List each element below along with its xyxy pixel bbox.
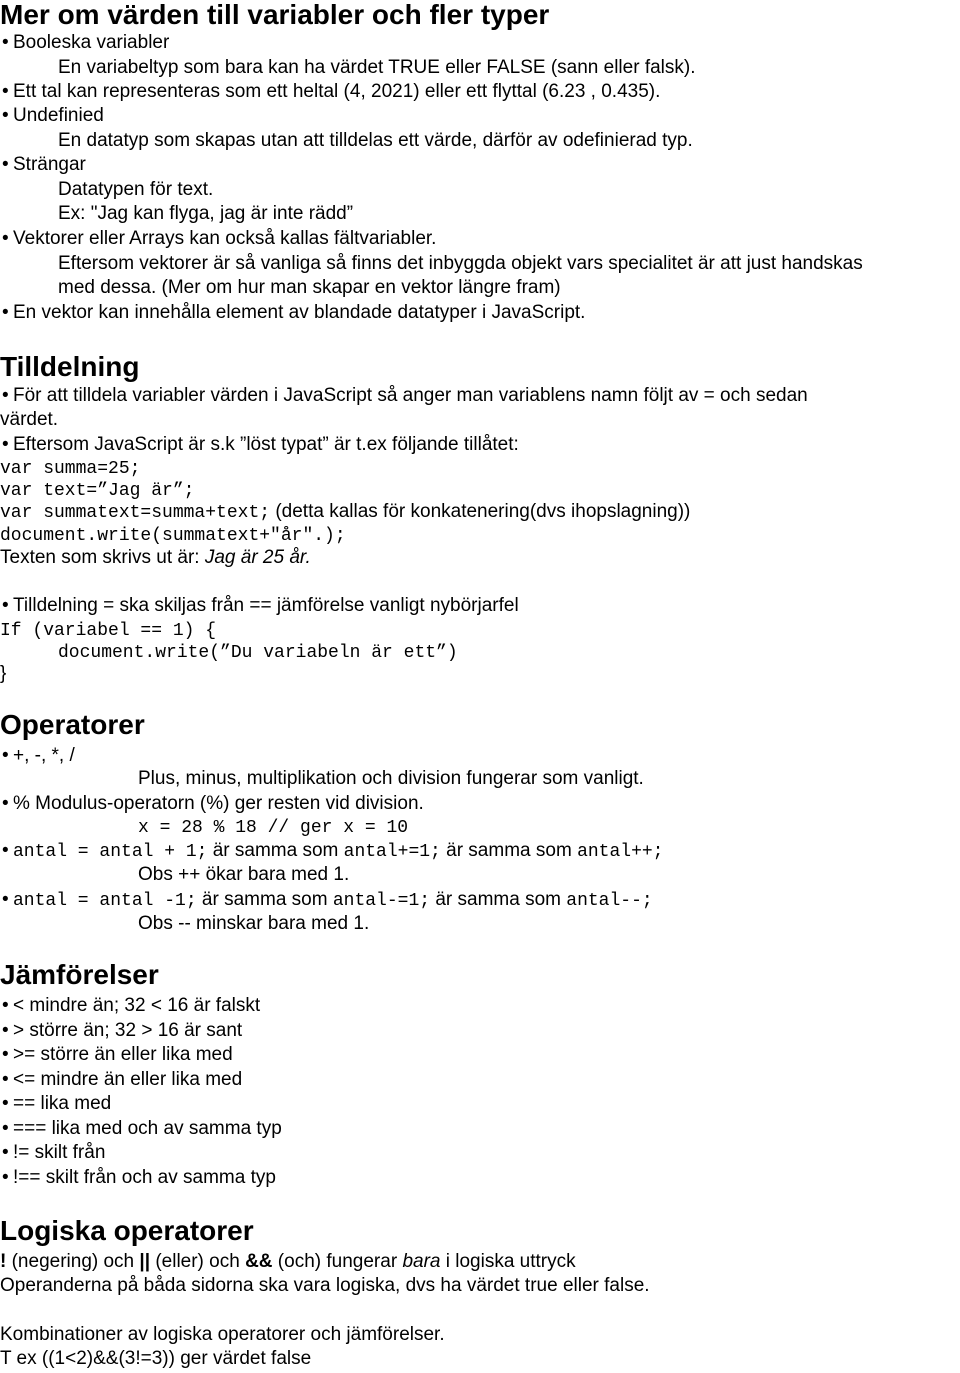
code-snippet: antal++; (577, 842, 664, 862)
operator-symbol: ! (0, 1251, 7, 1272)
body-text (0, 1250, 576, 1274)
list-item: • +, -, *, / (0, 744, 75, 768)
description-text: med dessa. (Mer om hur man skapar en vektor längre fram) (58, 277, 561, 298)
list-item: • Undefinied (0, 104, 104, 128)
description-text: Ex: "Jag kan flyga, jag är inte rädd” (58, 203, 354, 224)
text-span: i logiska uttryck (440, 1251, 576, 1272)
list-item: • % Modulus-operatorn (%) ger resten vid division. (0, 792, 424, 816)
description-text: Datatypen för text. (58, 179, 214, 200)
operator-symbol: || (139, 1251, 151, 1272)
section-title-types: Mer om värden till variabler och fler typer (0, 0, 550, 30)
section-title-comparisons: Jämförelser (0, 959, 159, 990)
list-item: • För att tilldela variabler värden i JavaScript så anger man variablens namn följt av = och sedan (0, 384, 808, 408)
list-item: • <= mindre än eller lika med (0, 1068, 242, 1092)
emphasis-text: bara (402, 1251, 441, 1272)
output-label: Texten som skrivs ut är: (0, 547, 205, 568)
description-text: Plus, minus, multiplikation och division fungerar som vanligt. (138, 768, 644, 789)
list-item: • >= större än eller lika med (0, 1043, 233, 1067)
connector-text: är samma som (430, 889, 567, 910)
text-span: (eller) och (150, 1251, 246, 1272)
code-line: document.write(summatext+"år".); (0, 526, 346, 546)
list-item (0, 839, 663, 864)
output-value: Jag är 25 år. (204, 547, 311, 568)
code-snippet: antal = antal + 1; (13, 842, 208, 862)
code-line: var summa=25; (0, 459, 141, 479)
list-item: • > större än; 32 > 16 är sant (0, 1019, 242, 1043)
code-snippet: antal = antal -1; (13, 891, 197, 911)
description-text: Obs ++ ökar bara med 1. (138, 864, 350, 885)
code-snippet: antal--; (566, 891, 653, 911)
list-item: • === lika med och av samma typ (0, 1117, 282, 1141)
list-item: • Tilldelning = ska skiljas från == jämförelse vanligt nybörjarfel (0, 594, 519, 618)
code-line: If (variabel == 1) { (0, 621, 217, 641)
code-line-with-note (0, 500, 690, 525)
operator-symbol: && (245, 1251, 273, 1272)
section-title-assignment: Tilldelning (0, 351, 140, 382)
code-line: var text=”Jag är”; (0, 481, 195, 501)
connector-text: är samma som (207, 840, 344, 861)
code-snippet: antal-=1; (332, 891, 431, 911)
code-line: } (0, 663, 7, 684)
list-item: • !== skilt från och av samma typ (0, 1166, 276, 1190)
body-text: värdet. (0, 409, 59, 430)
description-text: Obs -- minskar bara med 1. (138, 913, 370, 934)
description-text: Eftersom vektorer är så vanliga så finns det inbyggda objekt vars specialitet är att just handskas (58, 253, 863, 274)
code-snippet: var summatext=summa+text; (0, 503, 271, 523)
body-text: T ex ((1<2)&&(3!=3)) ger värdet false (0, 1348, 312, 1369)
list-item: • En vektor kan innehålla element av blandade datatyper i JavaScript. (0, 301, 585, 325)
output-text (0, 546, 311, 570)
text-span: (och) fungerar (272, 1251, 403, 1272)
connector-text: är samma som (440, 840, 578, 861)
section-title-logical-operators: Logiska operatorer (0, 1215, 254, 1246)
body-text: Kombinationer av logiska operatorer och jämförelser. (0, 1324, 445, 1345)
list-item: • Eftersom JavaScript är s.k ”löst typat” är t.ex följande tillåtet: (0, 433, 519, 457)
list-item: • Ett tal kan representeras som ett heltal (4, 2021) eller ett flyttal (6.23 , 0.435). (0, 80, 660, 104)
list-item: • < mindre än; 32 < 16 är falskt (0, 994, 260, 1018)
text-span: (negering) och (6, 1251, 140, 1272)
list-item: • Vektorer eller Arrays kan också kallas fältvariabler. (0, 227, 436, 251)
list-item: • != skilt från (0, 1141, 105, 1165)
code-line: document.write(”Du variabeln är ett”) (58, 643, 458, 663)
section-title-operators: Operatorer (0, 709, 145, 740)
list-item: • Strängar (0, 153, 86, 177)
code-line: x = 28 % 18 // ger x = 10 (138, 818, 409, 838)
list-item (0, 888, 653, 913)
body-text: Operanderna på båda sidorna ska vara logiska, dvs ha värdet true eller false. (0, 1275, 650, 1296)
code-snippet: antal+=1; (343, 842, 441, 862)
description-text: En variabeltyp som bara kan ha värdet TRUE eller FALSE (sann eller falsk). (58, 57, 696, 78)
list-item: • Booleska variabler (0, 31, 169, 55)
connector-text: är samma som (196, 889, 333, 910)
list-item: • == lika med (0, 1092, 111, 1116)
note-text: (detta kallas för konkatenering(dvs ihopslagning)) (270, 501, 691, 522)
description-text: En datatyp som skapas utan att tilldelas ett värde, därför av odefinierad typ. (58, 130, 693, 151)
